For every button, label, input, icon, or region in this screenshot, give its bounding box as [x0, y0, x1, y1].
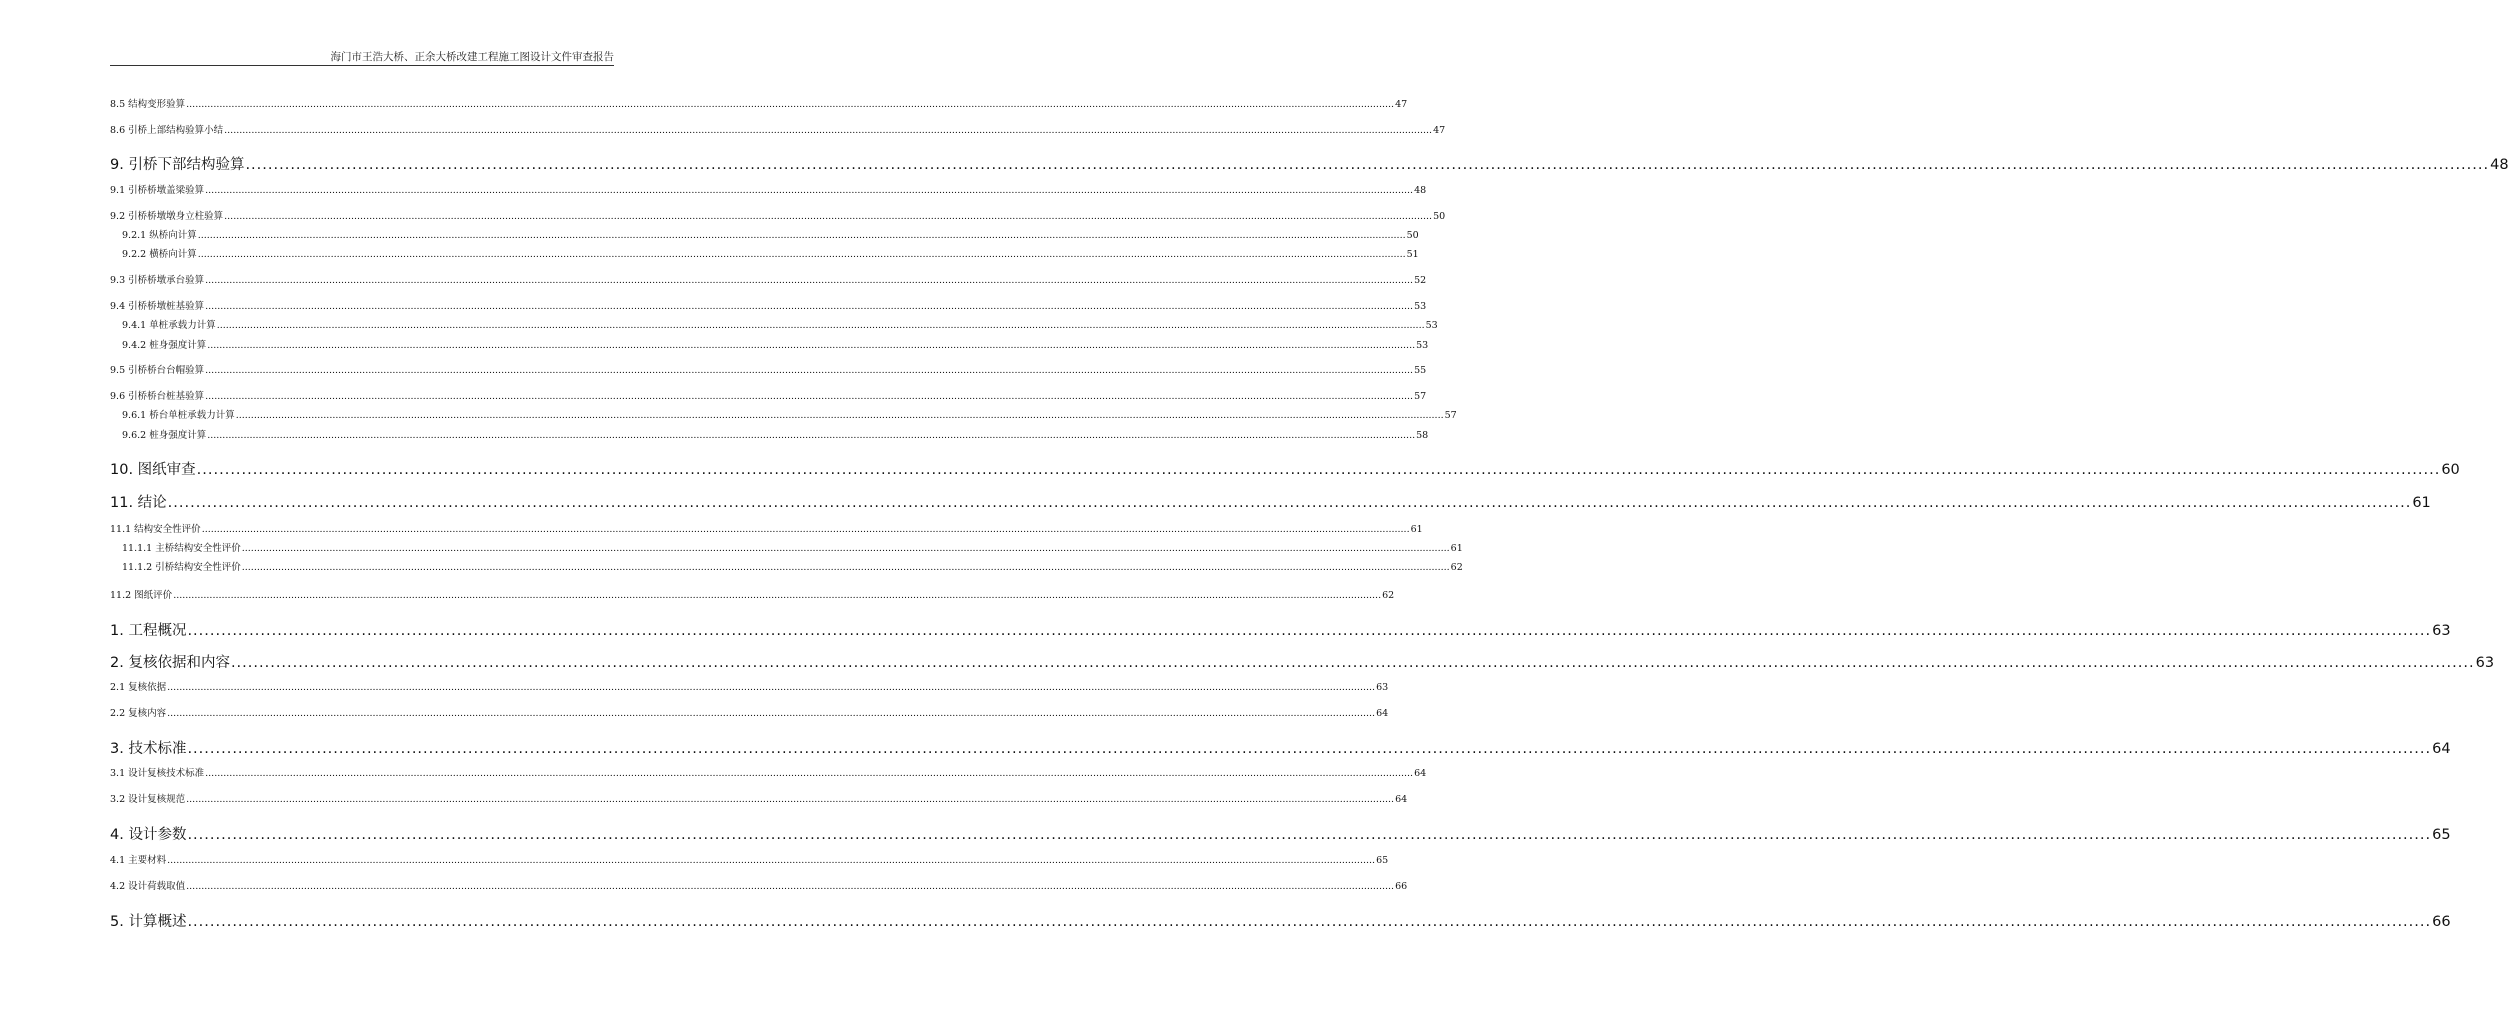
- toc-entry[interactable]: [110, 208, 1446, 222]
- toc-page-number: 64: [1376, 708, 1389, 719]
- toc-entry[interactable]: [110, 765, 1427, 779]
- toc-leader-dots: ................................................................................................................................................................................................................................................................................................................................................................................................................: [224, 211, 1433, 222]
- toc-leader-dots: ................................................................................................................................................................................................................................................................................................................................................................................................................: [196, 462, 2441, 478]
- toc-entry[interactable]: [122, 317, 1438, 331]
- toc-entry-label: 11.1.1 主桥结构安全性评价: [122, 543, 241, 554]
- toc-entry-label: 9. 引桥下部结构验算: [110, 157, 245, 173]
- toc-entry-label: 9.2.2 横桥向计算: [122, 249, 197, 260]
- toc-leader-dots: ................................................................................................................................................................................................................................................................................................................................................................................................................: [173, 590, 1382, 601]
- toc-entry[interactable]: [110, 388, 1427, 402]
- toc-entry[interactable]: [110, 737, 2451, 758]
- toc-entry[interactable]: [110, 878, 1408, 892]
- toc-page-number: 48: [2490, 157, 2509, 173]
- toc-leader-dots: ................................................................................................................................................................................................................................................................................................................................................................................................................: [207, 430, 1416, 441]
- toc-page-number: 48: [1414, 185, 1427, 196]
- toc-page-number: 61: [2412, 495, 2431, 511]
- toc-entry[interactable]: [110, 587, 1395, 601]
- toc-page-number: 64: [1395, 794, 1408, 805]
- toc-leader-dots: ................................................................................................................................................................................................................................................................................................................................................................................................................: [230, 655, 2475, 671]
- toc-page-number: 51: [1406, 249, 1419, 260]
- toc-entry[interactable]: [122, 540, 1463, 554]
- toc-page-number: 64: [2432, 741, 2451, 757]
- toc-leader-dots: ................................................................................................................................................................................................................................................................................................................................................................................................................: [205, 185, 1414, 196]
- toc-leader-dots: ................................................................................................................................................................................................................................................................................................................................................................................................................: [205, 301, 1414, 312]
- toc-entry[interactable]: [110, 521, 1423, 535]
- toc-page-number: 66: [1395, 881, 1408, 892]
- toc-leader-dots: ................................................................................................................................................................................................................................................................................................................................................................................................................: [187, 623, 2432, 639]
- toc-leader-dots: ................................................................................................................................................................................................................................................................................................................................................................................................................: [197, 230, 1406, 241]
- toc-leader-dots: ................................................................................................................................................................................................................................................................................................................................................................................................................: [241, 543, 1450, 554]
- toc-page-number: 63: [1376, 682, 1389, 693]
- toc-page-number: 50: [1433, 211, 1446, 222]
- toc-page-number: 63: [2475, 655, 2495, 671]
- toc-leader-dots: ................................................................................................................................................................................................................................................................................................................................................................................................................: [216, 320, 1425, 331]
- toc-leader-dots: ................................................................................................................................................................................................................................................................................................................................................................................................................: [167, 855, 1376, 866]
- toc-leader-dots: ................................................................................................................................................................................................................................................................................................................................................................................................................: [167, 682, 1376, 693]
- toc-entry-label: 11.1.2 引桥结构安全性评价: [122, 562, 241, 573]
- toc-leader-dots: ................................................................................................................................................................................................................................................................................................................................................................................................................: [186, 99, 1395, 110]
- toc-entry-label: 9.6.2 桩身强度计算: [122, 430, 207, 441]
- toc-page-number: 64: [1414, 768, 1427, 779]
- toc-entry-label: 9.4.1 单桩承载力计算: [122, 320, 216, 331]
- toc-entry[interactable]: [110, 705, 1389, 719]
- toc-page-number: 62: [1382, 590, 1395, 601]
- toc-entry[interactable]: [110, 823, 2451, 844]
- toc-entry[interactable]: [110, 272, 1427, 286]
- toc-entry[interactable]: [110, 298, 1427, 312]
- toc-page-number: 61: [1410, 524, 1423, 535]
- toc-entry-label: 9.1 引桥桥墩盖梁验算: [110, 185, 205, 196]
- toc-leader-dots: ................................................................................................................................................................................................................................................................................................................................................................................................................: [167, 495, 2412, 511]
- toc-entry-label: 2. 复核依据和内容: [110, 655, 230, 671]
- toc-entry-label: 9.4.2 桩身强度计算: [122, 340, 207, 351]
- toc-leader-dots: ................................................................................................................................................................................................................................................................................................................................................................................................................: [205, 768, 1414, 779]
- toc-entry[interactable]: [122, 559, 1463, 573]
- toc-leader-dots: ................................................................................................................................................................................................................................................................................................................................................................................................................: [205, 365, 1414, 376]
- toc-entry[interactable]: [122, 227, 1419, 241]
- toc-entry-label: 3.1 设计复核技术标准: [110, 768, 205, 779]
- toc-page-number: 65: [2432, 827, 2451, 843]
- toc-entry[interactable]: [122, 337, 1429, 351]
- toc-entry[interactable]: [110, 491, 2431, 512]
- toc-leader-dots: ................................................................................................................................................................................................................................................................................................................................................................................................................: [235, 410, 1444, 421]
- toc-entry[interactable]: [110, 651, 2495, 672]
- toc-entry[interactable]: [110, 791, 1408, 805]
- toc-leader-dots: ................................................................................................................................................................................................................................................................................................................................................................................................................: [205, 275, 1414, 286]
- toc-entry[interactable]: [110, 122, 1446, 136]
- toc-entry-label: 2.2 复核内容: [110, 708, 167, 719]
- toc-leader-dots: ................................................................................................................................................................................................................................................................................................................................................................................................................: [186, 794, 1395, 805]
- toc-page-number: 57: [1444, 410, 1457, 421]
- toc-page-number: 52: [1414, 275, 1427, 286]
- toc-entry-label: 3. 技术标准: [110, 741, 187, 757]
- toc-entry-label: 8.5 结构变形验算: [110, 99, 186, 110]
- toc-entry-label: 11.1 结构安全性评价: [110, 524, 201, 535]
- toc-entry[interactable]: [122, 427, 1429, 441]
- toc-leader-dots: ................................................................................................................................................................................................................................................................................................................................................................................................................: [201, 524, 1410, 535]
- toc-page-number: 47: [1433, 125, 1446, 136]
- toc-leader-dots: ................................................................................................................................................................................................................................................................................................................................................................................................................: [187, 827, 2432, 843]
- toc-entry-label: 4.2 设计荷载取值: [110, 881, 186, 892]
- toc-entry-label: 9.3 引桥桥墩承台验算: [110, 275, 205, 286]
- toc-entry-label: 10. 图纸审查: [110, 462, 196, 478]
- toc-leader-dots: ................................................................................................................................................................................................................................................................................................................................................................................................................: [207, 340, 1416, 351]
- toc-entry-label: 9.6 引桥桥台桩基验算: [110, 391, 205, 402]
- toc-leader-dots: ................................................................................................................................................................................................................................................................................................................................................................................................................: [241, 562, 1450, 573]
- toc-entry[interactable]: [110, 679, 1389, 693]
- toc-leader-dots: ................................................................................................................................................................................................................................................................................................................................................................................................................: [167, 708, 1376, 719]
- toc-entry-label: 9.5 引桥桥台台帽验算: [110, 365, 205, 376]
- toc-entry-label: 4. 设计参数: [110, 827, 187, 843]
- toc-leader-dots: ................................................................................................................................................................................................................................................................................................................................................................................................................: [197, 249, 1406, 260]
- toc-page-number: 58: [1416, 430, 1429, 441]
- toc-page-number: 47: [1395, 99, 1408, 110]
- toc-page-number: 65: [1376, 855, 1389, 866]
- toc-page-number: 62: [1450, 562, 1463, 573]
- toc-leader-dots: ................................................................................................................................................................................................................................................................................................................................................................................................................: [205, 391, 1414, 402]
- toc-leader-dots: ................................................................................................................................................................................................................................................................................................................................................................................................................: [187, 741, 2432, 757]
- toc-page-number: 60: [2441, 462, 2460, 478]
- toc-entry[interactable]: [122, 407, 1457, 421]
- toc-page-number: 57: [1414, 391, 1427, 402]
- toc-entry[interactable]: [110, 852, 1389, 866]
- toc-leader-dots: ................................................................................................................................................................................................................................................................................................................................................................................................................: [186, 881, 1395, 892]
- toc-leader-dots: ................................................................................................................................................................................................................................................................................................................................................................................................................: [187, 914, 2432, 930]
- page-header-title: 海门市王浩大桥、正余大桥改建工程施工图设计文件审查报告: [330, 51, 614, 63]
- toc-entry[interactable]: [110, 96, 1408, 110]
- toc-entry-label: 5. 计算概述: [110, 914, 187, 930]
- toc-leader-dots: ................................................................................................................................................................................................................................................................................................................................................................................................................: [224, 125, 1433, 136]
- toc-entry-label: 11.2 图纸评价: [110, 590, 173, 601]
- toc-entry-label: 11. 结论: [110, 495, 167, 511]
- toc-entry[interactable]: [110, 362, 1427, 376]
- toc-entry[interactable]: [110, 458, 2460, 479]
- toc-entry-label: 9.4 引桥桥墩桩基验算: [110, 301, 205, 312]
- toc-entry-label: 3.2 设计复核规范: [110, 794, 186, 805]
- toc-entry[interactable]: [122, 246, 1419, 260]
- toc-entry-label: 8.6 引桥上部结构验算小结: [110, 125, 224, 136]
- toc-entry-label: 4.1 主要材料: [110, 855, 167, 866]
- toc-entry-label: 9.6.1 桥台单桩承载力计算: [122, 410, 235, 421]
- toc-entry[interactable]: [110, 619, 2451, 640]
- toc-page-number: 50: [1406, 230, 1419, 241]
- toc-page-number: 61: [1450, 543, 1463, 554]
- toc-entry-label: 2.1 复核依据: [110, 682, 167, 693]
- toc-page-number: 66: [2432, 914, 2451, 930]
- toc-entry[interactable]: [110, 910, 2451, 931]
- toc-leader-dots: ................................................................................................................................................................................................................................................................................................................................................................................................................: [245, 157, 2490, 173]
- toc-entry-label: 9.2.1 纵桥向计算: [122, 230, 197, 241]
- toc-entry[interactable]: [110, 182, 1427, 196]
- toc-entry-label: 9.2 引桥桥墩墩身立柱验算: [110, 211, 224, 222]
- toc-page-number: 53: [1416, 340, 1429, 351]
- toc-entry[interactable]: [110, 153, 2509, 174]
- toc-page-number: 55: [1414, 365, 1427, 376]
- toc-entry-label: 1. 工程概况: [110, 623, 187, 639]
- toc-page-number: 53: [1425, 320, 1438, 331]
- toc-page-number: 63: [2432, 623, 2451, 639]
- toc-page-number: 53: [1414, 301, 1427, 312]
